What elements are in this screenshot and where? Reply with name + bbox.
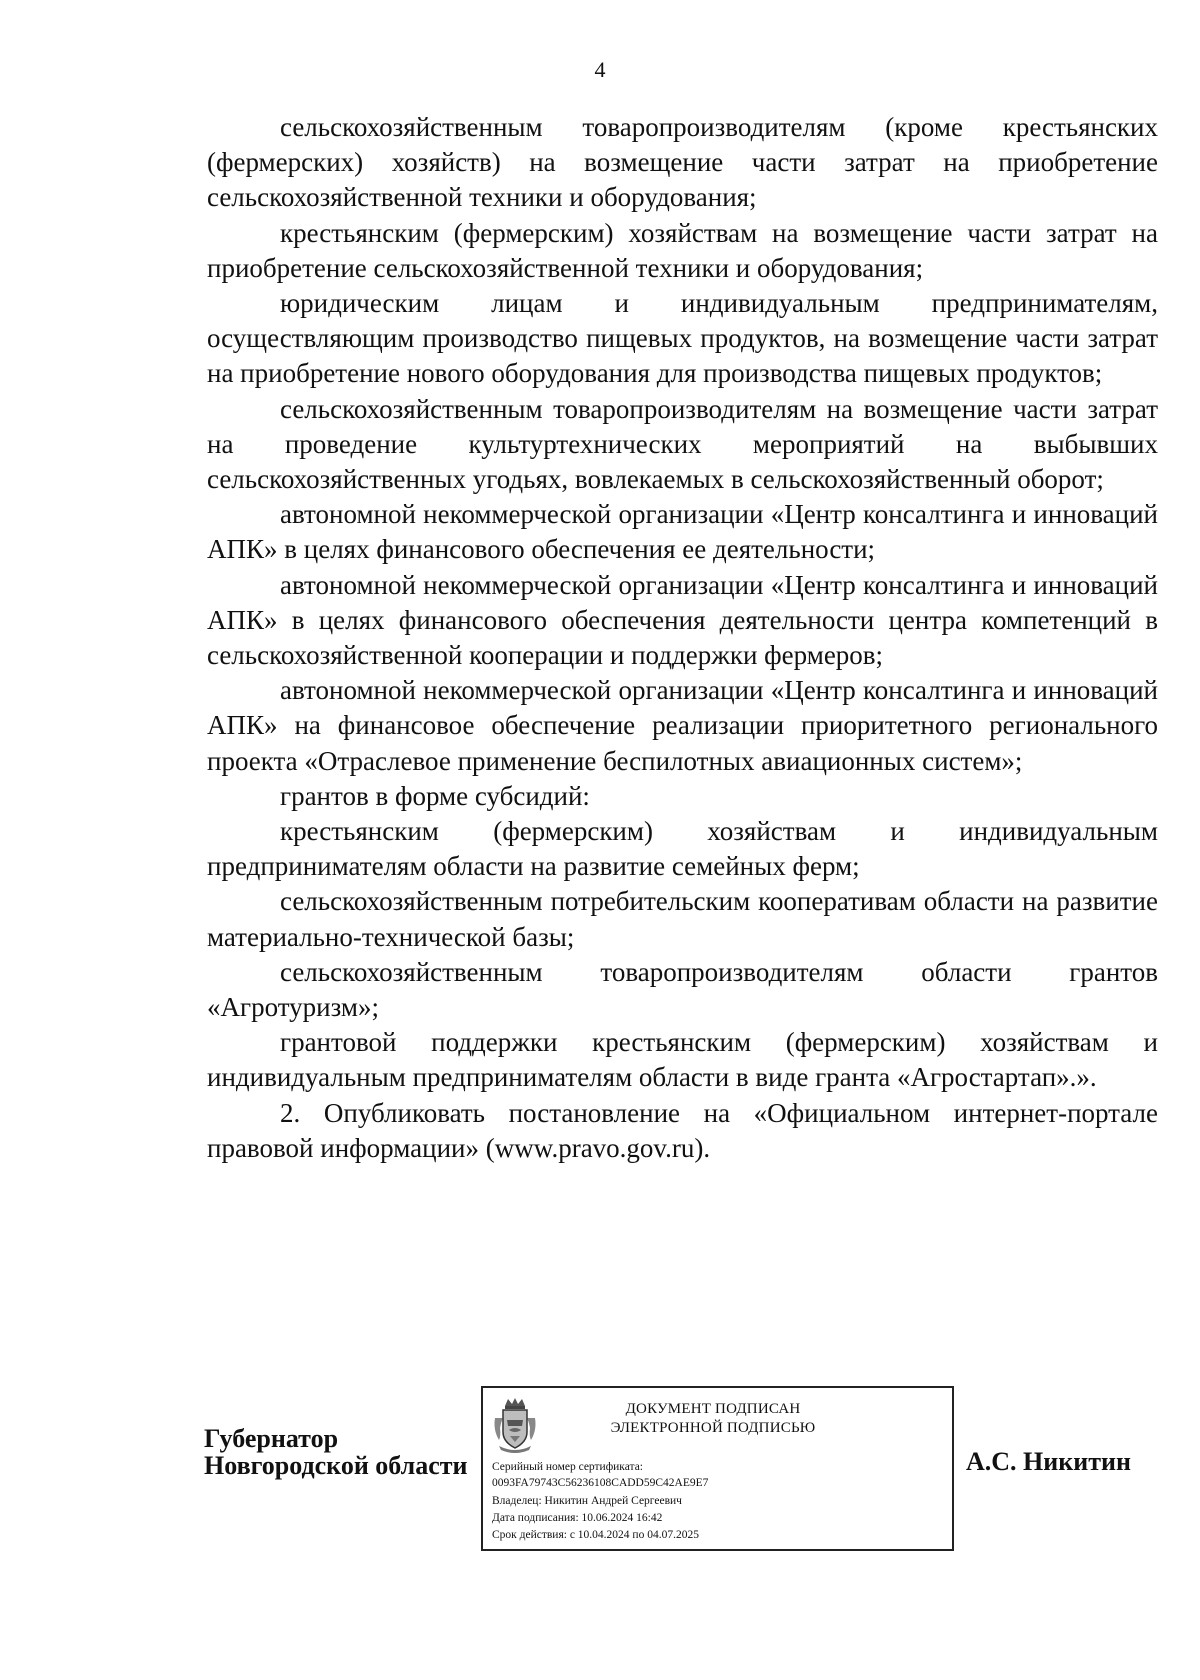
coat-of-arms-icon	[491, 1396, 539, 1454]
paragraph-12: грантовой поддержки крестьянским (фермерским) хозяйствам и индивидуальным предпринимателям области в виде гранта «Агростартап».».	[207, 1027, 1158, 1093]
electronic-signature-stamp	[481, 1386, 954, 1551]
paragraph-6: автономной некоммерческой организации «Центр консалтинга и инноваций АПК» в целях финансового обеспечения деятельности центра компетенций в сельскохозяйственной кооперации и поддержки фермеров;	[207, 569, 1158, 671]
paragraph-8: грантов в форме субсидий:	[280, 780, 590, 811]
paragraph-7: автономной некоммерческой организации «Центр консалтинга и инноваций АПК» на финансовое обеспечение реализации приоритетного регионального проекта «Отраслевое применение беспилотных авиационных систем»;	[207, 675, 1158, 776]
document-body	[207, 110, 1158, 1166]
paragraph-2: крестьянским (фермерским) хозяйствам на возмещение части затрат на приобретение сельскохозяйственной техники и оборудования;	[207, 217, 1158, 283]
stamp-validity: Срок действия: с 10.04.2024 по 04.07.2025	[492, 1529, 699, 1541]
paragraph-13: 2. Опубликовать постановление на «Официальном интернет-портале правовой информации» (www.pravo.gov.ru).	[207, 1097, 1158, 1163]
page-number: 4	[594, 57, 606, 82]
signatory-position-line2: Новгородской области	[204, 1451, 468, 1480]
stamp-title-line2: ЭЛЕКТРОННОЙ ПОДПИСЬЮ	[610, 1420, 816, 1436]
stamp-sign-date: Дата подписания: 10.06.2024 16:42	[492, 1512, 663, 1524]
signatory-name: А.С. Никитин	[966, 1447, 1131, 1476]
paragraph-5: автономной некоммерческой организации «Центр консалтинга и инноваций АПК» в целях финансового обеспечения ее деятельности;	[207, 499, 1158, 565]
paragraph-4: сельскохозяйственным товаропроизводителям на возмещение части затрат на проведение культуртехнических мероприятий на выбывших сельскохозяйственных угодьях, вовлекаемых в сельскохозяйственный оборот;	[207, 393, 1158, 495]
signatory-position	[204, 1425, 468, 1479]
signatory-position-line1: Губернатор	[204, 1424, 339, 1453]
paragraph-3: юридическим лицам и индивидуальным предпринимателям, осуществляющим производство пищевых продуктов, на возмещение части затрат на приобретение нового оборудования для производства пищевых продуктов;	[207, 288, 1158, 389]
paragraph-11: сельскохозяйственным товаропроизводителям области грантов «Агротуризм»;	[207, 956, 1158, 1023]
stamp-title	[563, 1400, 863, 1438]
paragraph-10: сельскохозяйственным потребительским кооперативам области на развитие материально-технической базы;	[207, 886, 1158, 952]
paragraph-9: крестьянским (фермерским) хозяйствам и индивидуальным предпринимателям области на развитие семейных ферм;	[207, 816, 1158, 882]
stamp-serial-label: Серийный номер сертификата:	[492, 1461, 643, 1473]
paragraph-1: сельскохозяйственным товаропроизводителям (кроме крестьянских (фермерских) хозяйств) на возмещение части затрат на приобретение сельскохозяйственной техники и оборудования;	[207, 112, 1158, 213]
stamp-title-line1: ДОКУМЕНТ ПОДПИСАН	[625, 1401, 801, 1417]
stamp-serial: 0093FA79743C56236108CADD59C42AE9E7	[492, 1477, 709, 1489]
stamp-owner: Владелец: Никитин Андрей Сергеевич	[492, 1495, 682, 1507]
